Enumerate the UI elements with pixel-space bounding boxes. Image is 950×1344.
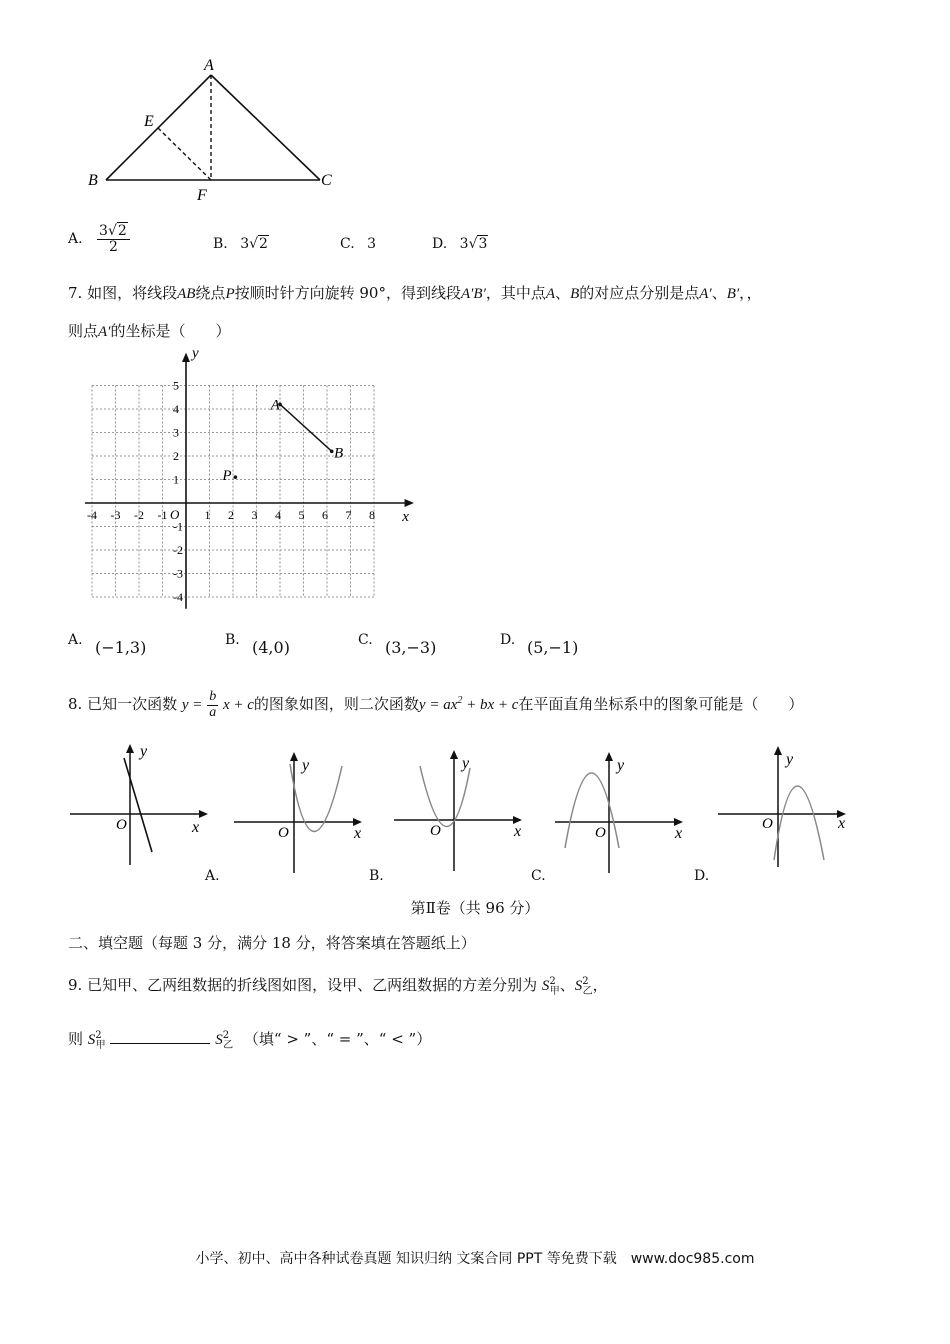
parabola-graph-d [716, 742, 856, 872]
segment-ab [280, 404, 332, 451]
answer-blank[interactable] [110, 1029, 210, 1044]
q8-option-c: C. [531, 868, 546, 884]
svg-text:y: y [617, 757, 625, 774]
q6-option-b: B. 3√2 [213, 236, 268, 252]
x-tick-label: -2 [134, 508, 144, 522]
q7-option-a-value: (−1,3) [95, 638, 147, 657]
label-b: B [88, 172, 98, 189]
q7-option-b-value: (4,0) [252, 638, 290, 657]
coordinate-grid [78, 350, 418, 620]
svg-text:x: x [838, 815, 846, 832]
q6-option-a [68, 224, 130, 254]
svg-text:y: y [302, 757, 310, 774]
linear-function-graph [68, 740, 218, 870]
y-tick-label: 4 [173, 402, 179, 416]
section-subtitle: 二、填空题（每题 3 分，满分 18 分，将答案填在答题纸上） [68, 934, 476, 952]
x-tick-label: 2 [228, 508, 234, 522]
point-b-label: B [334, 445, 344, 462]
x-axis-arrow [405, 499, 414, 507]
y-tick-label: -4 [173, 590, 183, 604]
q8-option-d: D. [694, 868, 710, 884]
y-axis-label: y [192, 350, 199, 362]
svg-text:x: x [514, 823, 522, 840]
q8-option-b: B. [369, 868, 384, 884]
x-tick-label: 5 [298, 508, 305, 522]
q6-option-d: D. 3√3 [432, 236, 488, 252]
q7-stem-line2: 则点A′的坐标是（ ） [68, 322, 231, 340]
q7-option-c: C. [358, 632, 373, 648]
y-tick-label: 1 [173, 472, 179, 487]
y-tick-label: 3 [173, 425, 179, 440]
label-a: A [204, 57, 214, 74]
x-tick-label: 8 [369, 508, 375, 522]
q6-option-c: C. 3 [340, 236, 377, 252]
x-tick-label: 1 [204, 508, 211, 522]
svg-text:O: O [762, 816, 773, 832]
svg-text:x: x [192, 819, 200, 836]
parabola-graph-c [553, 748, 693, 878]
parabola-graph-a [232, 748, 372, 878]
x-axis-label: x [402, 509, 409, 525]
svg-text:y: y [462, 755, 470, 772]
point-p-label: P [222, 468, 232, 485]
x-tick-label: -1 [157, 508, 168, 522]
svg-text:x: x [675, 825, 683, 842]
page-footer: 小学、初中、高中各种试卷真题 知识归纳 文案合同 PPT 等免费下载 www.doc985.com [195, 1251, 755, 1267]
svg-text:O: O [595, 825, 606, 841]
parabola-graph-b [392, 746, 532, 876]
q9-stem-line1: 9. 已知甲、乙两组数据的折线图如图，设甲、乙两组数据的方差分别为 $S^2_甲$、$S^2_乙$， [68, 976, 608, 997]
y-tick-label: 2 [173, 449, 179, 463]
point-a-label: A [270, 397, 280, 414]
option-label: A. [68, 231, 83, 248]
q7-option-d-value: (5,−1) [527, 638, 579, 657]
q7-option-a: A. [68, 632, 83, 648]
x-tick-label: -3 [110, 508, 121, 522]
x-tick-label: 4 [275, 508, 281, 522]
q7-option-d: D. [500, 632, 516, 648]
q7-option-c-value: (3,−3) [385, 638, 437, 657]
q8-option-a: A. [205, 868, 220, 884]
x-tick-label: 6 [322, 508, 328, 522]
y-axis-arrow [182, 353, 190, 362]
point-b [330, 450, 334, 454]
q8-stem: 8. 已知一次函数 y = $\frac{b}{a}$ x + c的图象如图，则二次函数$y = ax^2$ + bx + c在平面直角坐标系中的图象可能是（ ） [68, 689, 804, 720]
label-f: F [197, 187, 207, 204]
y-tick-label: -2 [173, 543, 183, 557]
x-tick-label: 3 [251, 508, 258, 522]
label-c: C [321, 172, 332, 189]
point-p [234, 475, 238, 479]
svg-text:O: O [430, 823, 441, 839]
x-tick-label: -4 [87, 508, 97, 522]
svg-text:O: O [278, 825, 289, 841]
svg-text:y: y [786, 751, 794, 768]
triangle-figure [80, 50, 350, 210]
segment-ef [158, 128, 211, 180]
line-graph [124, 758, 152, 852]
origin-label: O [170, 507, 180, 522]
svg-text:y: y [140, 743, 148, 760]
fraction: $\frac{3√2}{2}$ [97, 224, 130, 254]
q9-stem-line2: 则 $S^2_甲$ $S^2_乙$ （填“ > ”、“ = ”、“ < ”） [68, 1030, 432, 1051]
q7-stem-line1: 7. 如图，将线段AB绕点P按顺时针方向旋转 90°，得到线段A′B′，其中点A、B的对应点分别是点A′、B′，， [68, 284, 762, 302]
y-tick-label: -3 [173, 566, 183, 581]
y-tick-label: 5 [173, 378, 179, 393]
svg-text:O: O [116, 817, 127, 833]
label-e: E [144, 113, 154, 130]
side-ac [211, 75, 320, 180]
x-tick-label: 7 [345, 508, 352, 522]
y-tick-label: -1 [173, 519, 183, 534]
svg-text:x: x [354, 825, 362, 842]
section-title: 第Ⅱ卷（共 96 分） [410, 899, 540, 917]
q7-option-b: B. [225, 632, 240, 648]
